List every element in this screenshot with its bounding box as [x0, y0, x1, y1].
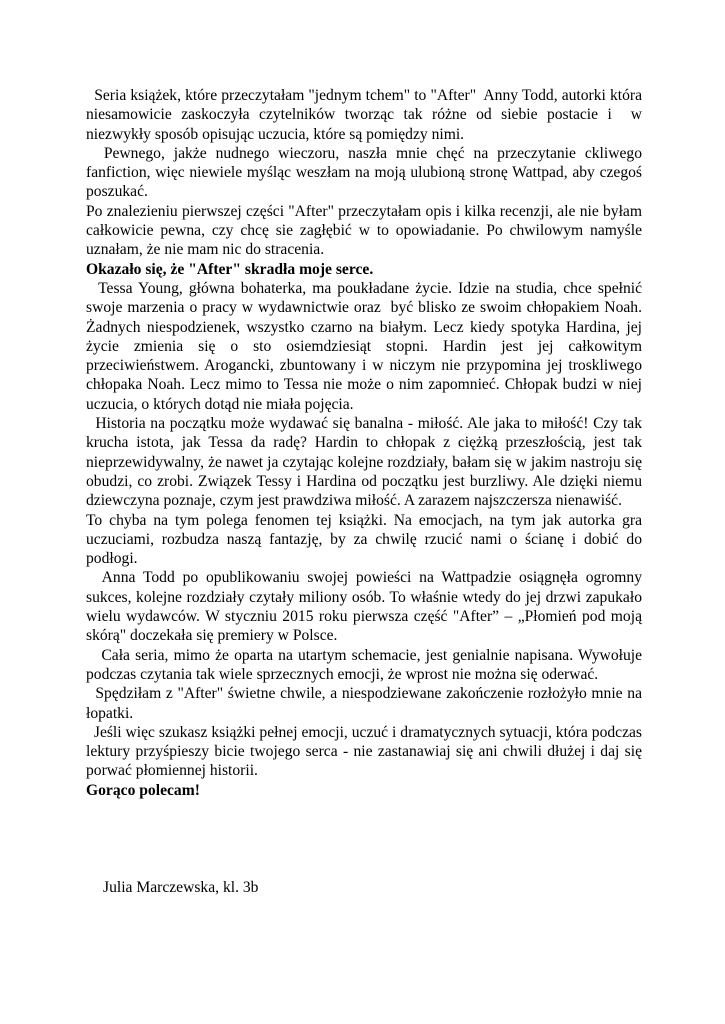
- paragraph-author: Anna Todd po opublikowaniu swojej powieści na Wattpadzie osiągnęła ogromny sukces, kolejne rozdziały czytały miliony osób. To właśnie wtedy do jej drzwi zapukało wielu wydawców. W styczniu 2015 roku pierwsza część "After” – „Płomień pod moją skórą" doczekała się premiery w Polsce.: [86, 569, 646, 645]
- paragraph-series: Cała seria, mimo że oparta na utartym schemacie, jest genialnie napisana. Wywołuje podczas czytania tak wiele sprzecznych emocji, że wprost nie można się oderwać.: [86, 646, 646, 683]
- paragraph-recommendation: Jeśli więc szukasz książki pełnej emocji, uczuć i dramatycznych sytuacji, która podczas lektury przyśpieszy bicie twojego serca - nie zastanawiaj się ani chwili dłużej i daj się porwać płomiennej historii.: [86, 723, 646, 780]
- paragraph-first-part: Po znalezieniu pierwszej części "After" przeczytałam opis i kilka recenzji, ale nie byłam całkowicie pewna, czy chcę sie zagłębić w to opowiadanie. Po chwilowym namyśle uznałam, że nie mam nic do stracenia.: [86, 202, 646, 259]
- paragraph-closing: Gorąco polecam!: [86, 781, 200, 799]
- paragraph-intro: Seria książek, które przeczytałam "jednym tchem" to "After" Anny Todd, autorki która niesamowicie zaskoczyła czytelników tworząc tak różne od siebie postacie i w niezwykły sposób opisując uczucia, które są pomiędzy nimi.: [86, 87, 646, 143]
- author-signature: Julia Marczewska, kl. 3b: [103, 879, 259, 896]
- paragraph-tessa: Tessa Young, główna bohaterka, ma poukładane życie. Idzie na studia, chce spełnić swoje marzenia o pracy w wydawnictwie oraz być blisko ze swoim chłopakiem Noah. Żadnych niespodzienek, wszystko czarno na białym. Lecz kiedy spotyka Hardina, jej życie zmienia się o sto osiemdziesiąt stopni. Hardin jest jej całkowitym przeciwieństwem. Arogancki, zbuntowany i w niczym nie przypomina jej troskliwego chłopaka Noah. Lecz mimo to Tessa nie może o nim zapomnieć. Chłopak budzi w niej uczucia, o których dotąd nie miała pojęcia.: [86, 279, 646, 413]
- paragraph-evening: Pewnego, jakże nudnego wieczoru, naszła mnie chęć na przeczytanie ckliwego fanfiction, więc niewiele myśląc weszłam na moją ulubioną stronę Wattpad, aby czegoś poszukać.: [86, 144, 646, 201]
- paragraph-phenomenon: To chyba na tym polega fenomen tej książki. Na emocjach, na tym jak autorka gra uczuciami, rozbudza naszą fantazję, by za chwilę rzucić nami o ścianę i dobić do podłogi.: [86, 511, 646, 568]
- review-text: [86, 86, 646, 800]
- paragraph-heart-stolen: Okazało się, że "After" skradła moje serce.: [86, 260, 374, 278]
- paragraph-story: Historia na początku może wydawać się banalna - miłość. Ale jaka to miłość! Czy tak krucha istota, jak Tessa da radę? Hardin to chłopak z ciężką przeszłością, jest tak nieprzewidywalny, że nawet ja czytając kolejne rozdziały, bałam się w jakim nastroju się obudzi, co zrobi. Związek Tessy i Hardina od początku jest burzliwy. Ale dzięki niemu dziewczyna poznaje, czym jest prawdziwa miłość. A zarazem najszczersza nienawiść.: [86, 415, 646, 510]
- paragraph-ending: Spędziłam z "After" świetne chwile, a niespodziewane zakończenie rozłożyło mnie na łopatki.: [86, 685, 646, 722]
